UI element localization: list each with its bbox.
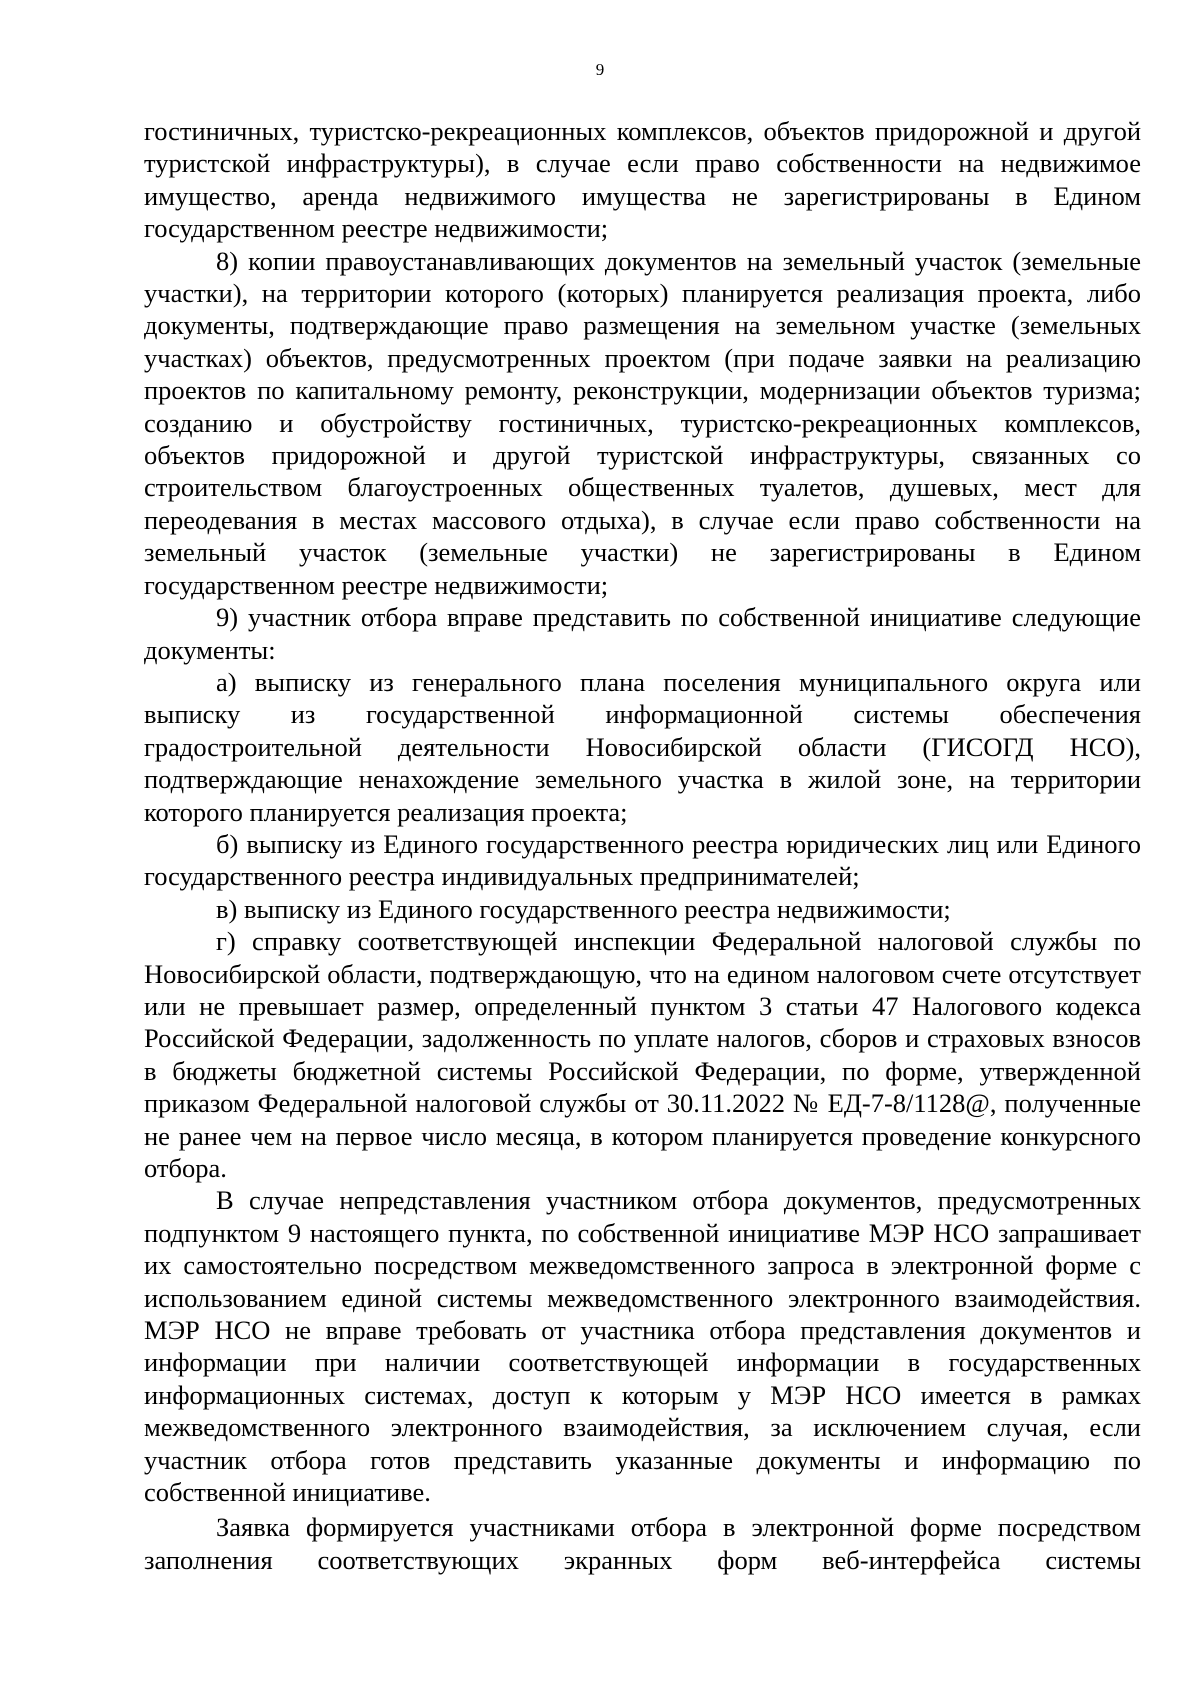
document-body xyxy=(144,115,1141,1576)
paragraph-item-9: 9) участник отбора вправе представить по собственной инициативе следующие документы: xyxy=(144,602,1141,665)
paragraph-subitem-a: а) выписку из генерального плана поселения муниципального округа или выписку из государственной информационной системы обеспечения градостроительной деятельности Новосибирской области (ГИСОГД НСО), подтверждающие ненахождение земельного участка в жилой зоне, на территории которого планируется реализация проекта; xyxy=(144,666,1141,827)
paragraph-continuation: гостиничных, туристско-рекреационных комплексов, объектов придорожной и другой туристской инфраструктуры), в случае если право собственности на недвижимое имущество, аренда недвижимого имущества не зарегистрированы в Едином государственном реестре недвижимости; xyxy=(144,116,1141,244)
paragraph-subitem-b: б) выписку из Единого государственного реестра юридических лиц или Единого государственного реестра индивидуальных предпринимателей; xyxy=(144,828,1141,892)
paragraph-subitem-v: в) выписку из Единого государственного реестра недвижимости; xyxy=(216,893,951,924)
paragraph-non-submission: В случае непредставления участником отбора документов, предусмотренных подпунктом 9 настоящего пункта, по собственной инициативе МЭР НСО запрашивает их самостоятельно посредством межведомственного запроса в электронной форме с использованием единой системы межведомственного электронного взаимодействия. МЭР НСО не вправе требовать от участника отбора представления документов и информации при наличии соответствующей информации в государственных информационных системах, доступ к которым у МЭР НСО имеется в рамках межведомственного электронного взаимодействия, за исключением случая, если участник отбора готов представить указанные документы и информацию по собственной инициативе. xyxy=(144,1185,1141,1508)
paragraph-subitem-g: г) справку соответствующей инспекции Федеральной налоговой службы по Новосибирской области, подтверждающую, что на едином налоговом счете отсутствует или не превышает размер, определенный пунктом 3 статьи 47 Налогового кодекса Российской Федерации, задолженность по уплате налогов, сборов и страховых взносов в бюджеты бюджетной системы Российской Федерации, по форме, утвержденной приказом Федеральной налоговой службы от 30.11.2022 № ЕД-7-8/1128@, полученные не ранее чем на первое число месяца, в котором планируется проведение конкурсного отбора. xyxy=(144,926,1141,1183)
paragraph-application-form: Заявка формируется участниками отбора в электронной форме посредством заполнения соответствующих экранных форм веб-интерфейса системы xyxy=(144,1512,1141,1575)
paragraph-item-8: 8) копии правоустанавливающих документов на земельный участок (земельные участки), на территории которого (которых) планируется реализация проекта, либо документы, подтверждающие право размещения на земельном участке (земельных участках) объектов, предусмотренных проектом (при подаче заявки на реализацию проектов по капитальному ремонту, реконструкции, модернизации объектов туризма; созданию и обустройству гостиничных, туристско-рекреационных комплексов, объектов придорожной и другой туристской инфраструктуры, связанных со строительством благоустроенных общественных туалетов, душевых, мест для переодевания в местах массового отдыха), в случае если право собственности на земельный участок (земельные участки) не зарегистрированы в Едином государственном реестре недвижимости; xyxy=(144,245,1141,600)
page-number: 9 xyxy=(595,60,605,79)
